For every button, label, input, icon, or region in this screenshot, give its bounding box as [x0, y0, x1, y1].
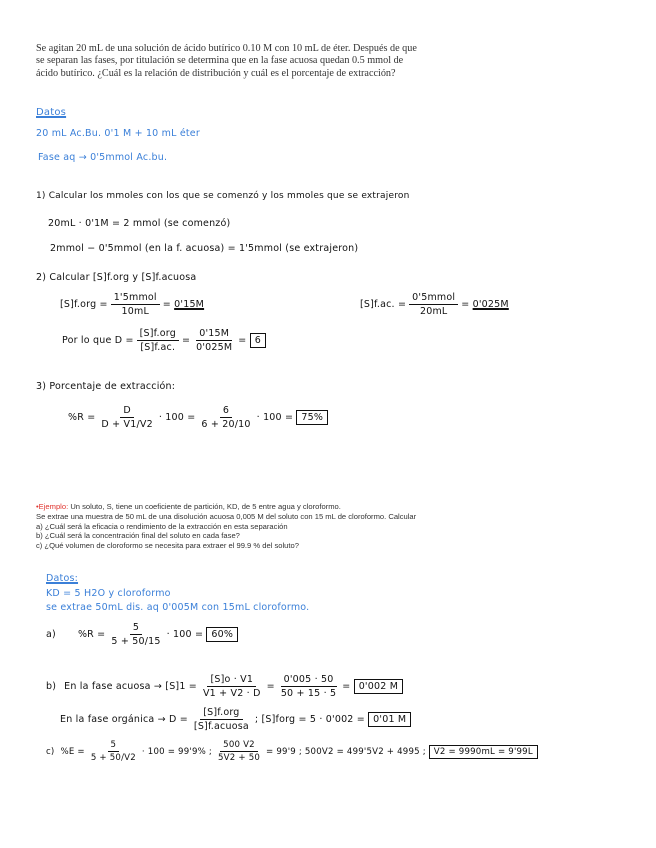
extraction-percent-equation: %R = $\frac{D}{D + V1/V2}$ · 100 = $\frac{6}{6 + 20/10}$ · 100 = 75%: [68, 405, 328, 430]
step-2-title: 2) Calcular [S]f.org y [S]f.acuosa: [36, 272, 197, 283]
problem-line: se separan las fases, por titulación se determina que en la fase acuosa quedan 0.5 mmol de: [36, 55, 404, 67]
fraction: $\frac{\text{1'5mmol}}{10mL}$: [111, 292, 160, 317]
datos-line-2: Fase aq → 0'5mmol Ac.bu.: [38, 152, 168, 163]
datos-2-line-2: se extrae 50mL dis. aq 0'005M con 15mL cloroformo.: [46, 602, 310, 613]
datos-title-2: Datos:: [46, 573, 79, 584]
result-box-r: 75%: [296, 410, 328, 425]
result-aq: 0'025M: [472, 299, 509, 310]
part-c-equation: c) %E = $\frac{5}{5 + 50/V2}$ · 100 = 99'9% ; $\frac{500 V2}{5V2 + 50}$ = 99'9 ; 500V2 = 499'5V2 + 4995 ; V2 = 9990mL = 9'99L: [46, 740, 538, 763]
fraction: $\frac{5}{5 + 50/15}$: [111, 622, 161, 647]
problem-line: Se agitan 20 mL de una solución de ácido butírico 0.10 M con 10 mL de éter. Después de que: [36, 43, 417, 54]
concentration-org-equation: [S]f.org = $\frac{\text{1'5mmol}}{10mL}$ = 0'15M: [60, 292, 205, 317]
result-box-a: 60%: [206, 627, 238, 642]
datos-line-1: 20 mL Ac.Bu. 0'1 M + 10 mL éter: [36, 128, 200, 139]
fraction: $\frac{\text{[S]f.org}}{[S]f.ac.}$: [137, 328, 179, 353]
fraction: $\frac{5}{5 + 50/V2}$: [90, 740, 136, 763]
fraction: $\frac{500 V2}{5V2 + 50}$: [218, 740, 261, 763]
result-org: 0'15M: [174, 299, 205, 310]
step-3-title: 3) Porcentaje de extracción:: [36, 381, 176, 392]
step-1-line-2: 2mmol − 0'5mmol (en la f. acuosa) = 1'5mmol (se extrajeron): [50, 243, 359, 254]
example-line: c) ¿Qué volumen de cloroformo se necesita para extraer el 99.9 % del soluto?: [36, 541, 299, 551]
fraction: $\frac{0'005 \cdot 50}{50 + 15 \cdot 5}$: [280, 674, 337, 699]
example-statement: •Ejemplo: Un soluto, S, tiene un coeficiente de partición, KD, de 5 entre agua y cloroformo. Se extrae una muestra de 50 mL de una disolución acuosa 0,005 M del soluto con 15 mL de cloroformo. Calcular a) ¿Cuál será la eficacia o rendimiento de la extracción en esta separación b) ¿Cuál será la concentración final del soluto en cada fase? c) ¿Qué volumen de cloroformo se necesita para extraer el 99.9 % del soluto?: [36, 502, 636, 551]
datos-title: Datos: [36, 107, 67, 118]
fraction: $\frac{0'15M}{0'025M}$: [196, 328, 233, 353]
fraction: $\frac{D}{D + V1/V2}$: [101, 405, 153, 430]
fraction: $\frac{\text{0'5mmol}}{20mL}$: [409, 292, 458, 317]
problem-statement-1: [36, 43, 636, 80]
distribution-ratio-equation: Por lo que D = $\frac{\text{[S]f.org}}{[S]f.ac.}$ = $\frac{0'15M}{0'025M}$ = 6: [62, 328, 266, 353]
result-box-b1: 0'002 M: [354, 679, 403, 694]
step-1-title: 1) Calcular los mmoles con los que se comenzó y los mmoles que se extrajeron: [36, 191, 410, 201]
part-b-equation-1: b) En la fase acuosa → [S]1 = $\frac{[S]o \cdot V1}{V1 + V2 \cdot D}$ = $\frac{0'005 \cdot 50}{50 + 15 \cdot 5}$ = 0'002 M: [46, 674, 403, 699]
result-box-c: V2 = 9990mL = 9'99L: [429, 745, 538, 759]
result-box-b2: 0'01 M: [368, 712, 411, 727]
example-line: a) ¿Cuál será la eficacia o rendimiento de la extracción en esta separación: [36, 521, 288, 531]
result-box-d: 6: [250, 333, 266, 348]
concentration-aq-equation: [S]f.ac. = $\frac{\text{0'5mmol}}{20mL}$ = 0'025M: [360, 292, 509, 317]
part-a-equation: a) %R = $\frac{5}{5 + 50/15}$ · 100 = 60%: [46, 622, 238, 647]
fraction: $\frac{6}{6 + 20/10}$: [201, 405, 251, 430]
step-1-line-1: 20mL · 0'1M = 2 mmol (se comenzó): [48, 218, 231, 229]
part-b-equation-2: En la fase orgánica → D = $\frac{\text{[S]f.org}}{\text{[S]f.acuosa}}$ ; [S]forg = 5 · 0'002 = 0'01 M: [60, 707, 411, 732]
problem-line: ácido butírico. ¿Cuál es la relación de distribución y cuál es el porcentaje de extracción?: [36, 67, 396, 79]
example-label: •Ejemplo:: [36, 502, 69, 511]
fraction: $\frac{\text{[S]f.org}}{\text{[S]f.acuosa}}$: [193, 707, 249, 732]
example-line: b) ¿Cuál será la concentración final del soluto en cada fase?: [36, 531, 240, 541]
datos-2-line-1: KD = 5 H2O y cloroformo: [46, 588, 171, 599]
fraction: $\frac{[S]o \cdot V1}{V1 + V2 \cdot D}$: [202, 674, 261, 699]
example-line: Se extrae una muestra de 50 mL de una disolución acuosa 0,005 M del soluto con 15 mL de cloroformo. Calcular: [36, 511, 417, 521]
